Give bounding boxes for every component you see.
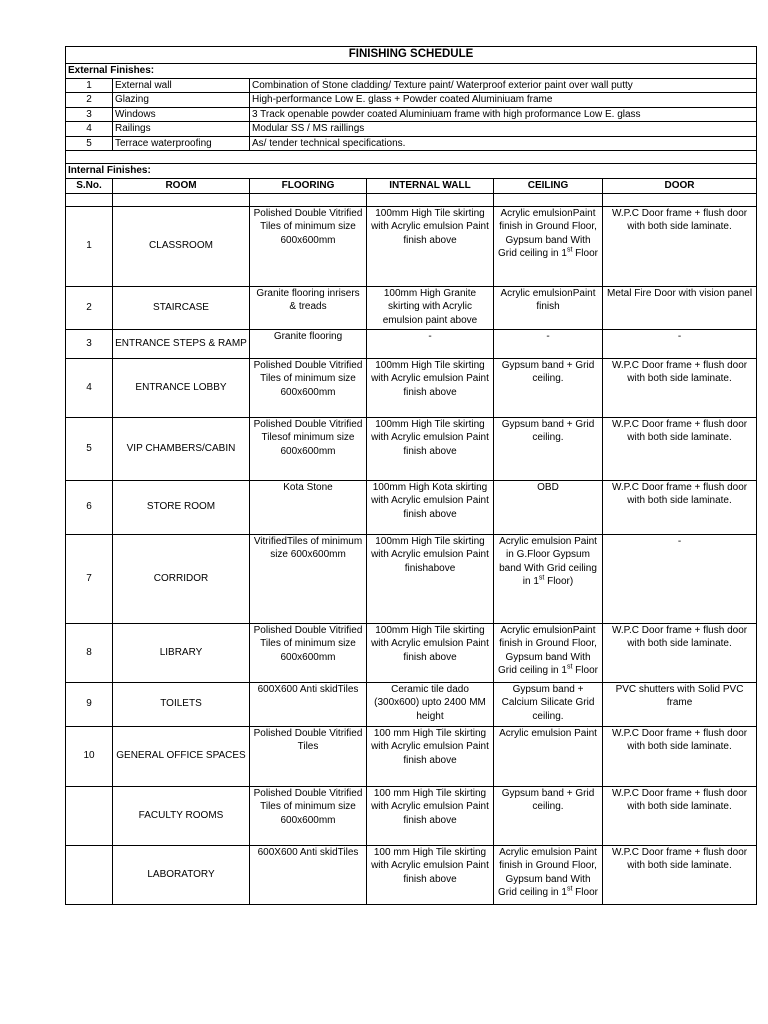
external-row-item: Terrace waterproofing xyxy=(113,136,250,151)
row-room: FACULTY ROOMS xyxy=(113,786,250,845)
external-row-spec: Modular SS / MS raillings xyxy=(250,122,757,137)
external-row-number: 4 xyxy=(66,122,113,137)
finishing-schedule-table xyxy=(65,46,757,905)
row-sno xyxy=(66,786,113,845)
table-row xyxy=(66,623,757,682)
row-flooring: Polished Double Vitrified Tiles of minimum size 600x600mm xyxy=(250,358,367,417)
column-header: FLOORING xyxy=(250,178,367,193)
row-flooring: 600X600 Anti skidTiles xyxy=(250,682,367,726)
row-ceiling: Gypsum band + Calcium Silicate Grid ceiling. xyxy=(494,682,603,726)
spacer-cell xyxy=(494,193,603,206)
row-room: ENTRANCE STEPS & RAMP xyxy=(113,329,250,358)
internal-finishes-list xyxy=(66,206,757,904)
row-ceiling: Acrylic emulsion Paint finish in Ground Floor, Gypsum band With Grid ceiling in 1st Floor xyxy=(494,845,603,904)
row-door: W.P.C Door frame + flush door with both side laminate. xyxy=(603,623,757,682)
spacer-cell xyxy=(66,193,113,206)
row-internal-wall: - xyxy=(367,329,494,358)
row-door: W.P.C Door frame + flush door with both side laminate. xyxy=(603,726,757,786)
row-sno xyxy=(66,845,113,904)
row-room: STORE ROOM xyxy=(113,480,250,534)
external-row xyxy=(66,78,757,93)
row-internal-wall: 100mm High Tile skirting with Acrylic emulsion Paint finish above xyxy=(367,206,494,286)
row-internal-wall: 100mm High Tile skirting with Acrylic emulsion Paint finish above xyxy=(367,358,494,417)
spacer-cell xyxy=(367,193,494,206)
row-internal-wall: 100 mm High Tile skirting with Acrylic emulsion Paint finish above xyxy=(367,726,494,786)
row-room: LABORATORY xyxy=(113,845,250,904)
row-room: CLASSROOM xyxy=(113,206,250,286)
row-ceiling: Acrylic emulsionPaint finish xyxy=(494,286,603,329)
row-door: - xyxy=(603,329,757,358)
row-sno: 1 xyxy=(66,206,113,286)
row-internal-wall: 100mm High Tile skirting with Acrylic emulsion Paint finish above xyxy=(367,623,494,682)
row-sno: 3 xyxy=(66,329,113,358)
row-sno: 10 xyxy=(66,726,113,786)
table-row xyxy=(66,534,757,623)
external-row xyxy=(66,107,757,122)
row-sno: 2 xyxy=(66,286,113,329)
column-header: ROOM xyxy=(113,178,250,193)
column-header: S.No. xyxy=(66,178,113,193)
table-row xyxy=(66,358,757,417)
external-row-number: 5 xyxy=(66,136,113,151)
row-ceiling: Gypsum band + Grid ceiling. xyxy=(494,358,603,417)
table-row xyxy=(66,726,757,786)
row-ceiling: - xyxy=(494,329,603,358)
row-sno: 4 xyxy=(66,358,113,417)
row-ceiling: Acrylic emulsion Paint xyxy=(494,726,603,786)
row-room: STAIRCASE xyxy=(113,286,250,329)
external-row-number: 3 xyxy=(66,107,113,122)
external-row-item: Windows xyxy=(113,107,250,122)
row-flooring: Kota Stone xyxy=(250,480,367,534)
internal-finishes-heading: Internal Finishes: xyxy=(66,164,757,179)
row-flooring: Polished Double Vitrified Tilesof minimum size 600x600mm xyxy=(250,417,367,480)
row-door: W.P.C Door frame + flush door with both side laminate. xyxy=(603,480,757,534)
row-door: - xyxy=(603,534,757,623)
external-row xyxy=(66,122,757,137)
spacer-cell xyxy=(250,193,367,206)
table-row xyxy=(66,417,757,480)
spacer-cell xyxy=(113,193,250,206)
row-door: PVC shutters with Solid PVC frame xyxy=(603,682,757,726)
table-row xyxy=(66,682,757,726)
row-room: TOILETS xyxy=(113,682,250,726)
external-row-number: 2 xyxy=(66,93,113,108)
table-row xyxy=(66,329,757,358)
external-row xyxy=(66,136,757,151)
external-finishes-heading: External Finishes: xyxy=(66,64,757,79)
row-door: W.P.C Door frame + flush door with both side laminate. xyxy=(603,358,757,417)
row-sno: 9 xyxy=(66,682,113,726)
external-row-item: External wall xyxy=(113,78,250,93)
row-ceiling: OBD xyxy=(494,480,603,534)
table-row xyxy=(66,786,757,845)
row-door: W.P.C Door frame + flush door with both side laminate. xyxy=(603,845,757,904)
row-room: ENTRANCE LOBBY xyxy=(113,358,250,417)
row-flooring: VitrifiedTiles of minimum size 600x600mm xyxy=(250,534,367,623)
row-sno: 5 xyxy=(66,417,113,480)
table-row xyxy=(66,480,757,534)
row-room: GENERAL OFFICE SPACES xyxy=(113,726,250,786)
row-ceiling: Gypsum band + Grid ceiling. xyxy=(494,786,603,845)
internal-header-row xyxy=(66,178,757,193)
external-row-spec: High-performance Low E. glass + Powder coated Aluminiuam frame xyxy=(250,93,757,108)
external-row-number: 1 xyxy=(66,78,113,93)
table-row xyxy=(66,286,757,329)
external-row-spec: As/ tender technical specifications. xyxy=(250,136,757,151)
external-row-spec: Combination of Stone cladding/ Texture paint/ Waterproof exterior paint over wall putty xyxy=(250,78,757,93)
external-row-item: Railings xyxy=(113,122,250,137)
table-row xyxy=(66,206,757,286)
row-sno: 7 xyxy=(66,534,113,623)
page-title: FINISHING SCHEDULE xyxy=(66,47,757,64)
row-sno: 8 xyxy=(66,623,113,682)
row-internal-wall: Ceramic tile dado (300x600) upto 2400 MM height xyxy=(367,682,494,726)
row-flooring: Polished Double Vitrified Tiles of minimum size 600x600mm xyxy=(250,206,367,286)
row-flooring: Polished Double Vitrified Tiles xyxy=(250,726,367,786)
row-internal-wall: 100mm High Tile skirting with Acrylic emulsion Paint finish above xyxy=(367,417,494,480)
column-header: INTERNAL WALL xyxy=(367,178,494,193)
row-flooring: Polished Double Vitrified Tiles of minimum size 600x600mm xyxy=(250,786,367,845)
row-internal-wall: 100 mm High Tile skirting with Acrylic emulsion Paint finish above xyxy=(367,845,494,904)
column-header: DOOR xyxy=(603,178,757,193)
row-internal-wall: 100mm High Granite skirting with Acrylic emulsion paint above xyxy=(367,286,494,329)
external-row xyxy=(66,93,757,108)
spacer-cell xyxy=(603,193,757,206)
row-door: Metal Fire Door with vision panel xyxy=(603,286,757,329)
external-finishes-list xyxy=(66,78,757,151)
row-flooring: Polished Double Vitrified Tiles of minimum size 600x600mm xyxy=(250,623,367,682)
row-internal-wall: 100mm High Tile skirting with Acrylic emulsion Paint finishabove xyxy=(367,534,494,623)
row-flooring: Granite flooring inrisers & treads xyxy=(250,286,367,329)
row-sno: 6 xyxy=(66,480,113,534)
row-internal-wall: 100 mm High Tile skirting with Acrylic emulsion Paint finish above xyxy=(367,786,494,845)
row-room: VIP CHAMBERS/CABIN xyxy=(113,417,250,480)
external-row-spec: 3 Track openable powder coated Aluminiuam frame with high proformance Low E. glass xyxy=(250,107,757,122)
row-flooring: 600X600 Anti skidTiles xyxy=(250,845,367,904)
row-ceiling: Gypsum band + Grid ceiling. xyxy=(494,417,603,480)
column-header: CEILING xyxy=(494,178,603,193)
row-internal-wall: 100mm High Kota skirting with Acrylic emulsion Paint finish above xyxy=(367,480,494,534)
table-row xyxy=(66,845,757,904)
row-flooring: Granite flooring xyxy=(250,329,367,358)
row-room: LIBRARY xyxy=(113,623,250,682)
row-door: W.P.C Door frame + flush door with both side laminate. xyxy=(603,206,757,286)
external-row-item: Glazing xyxy=(113,93,250,108)
row-ceiling: Acrylic emulsionPaint finish in Ground Floor, Gypsum band With Grid ceiling in 1st Floor xyxy=(494,206,603,286)
spacer-row xyxy=(66,151,757,164)
row-door: W.P.C Door frame + flush door with both side laminate. xyxy=(603,786,757,845)
row-door: W.P.C Door frame + flush door with both side laminate. xyxy=(603,417,757,480)
finishing-schedule-sheet xyxy=(65,46,756,905)
row-ceiling: Acrylic emulsion Paint in G.Floor Gypsum band With Grid ceiling in 1st Floor) xyxy=(494,534,603,623)
row-room: CORRIDOR xyxy=(113,534,250,623)
row-ceiling: Acrylic emulsionPaint finish in Ground Floor, Gypsum band With Grid ceiling in 1st Floor xyxy=(494,623,603,682)
